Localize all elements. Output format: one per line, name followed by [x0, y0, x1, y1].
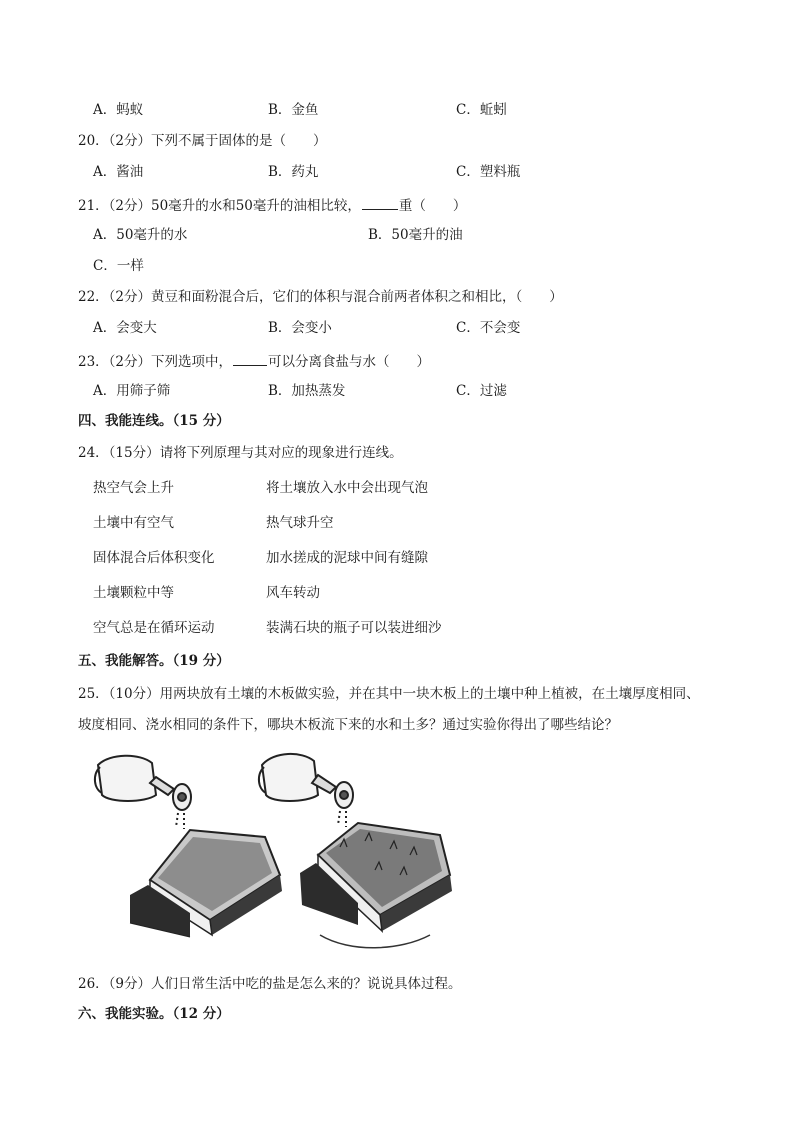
q23-stem-after: 可以分离食盐与水（ ） — [268, 354, 431, 370]
q25-line-1: 25．（10分）用两块放有土壤的木板做实验，并在其中一块木板上的土壤中种上植被，在土壤厚度相同、 — [78, 686, 700, 702]
q23-option-a: A．用筛子筛 — [93, 383, 171, 399]
q20-option-b: B．药丸 — [268, 164, 319, 180]
q22-option-b: B．会变小 — [268, 320, 332, 336]
q22-option-a: A．会变大 — [93, 320, 157, 336]
q24-left-item[interactable]: 土壤中有空气 — [93, 515, 174, 531]
section-4-title: 四、我能连线。（15 分） — [78, 413, 230, 429]
vegetated-soil-board-right — [300, 823, 452, 948]
q24-right-item[interactable]: 热气球升空 — [266, 515, 334, 531]
section-5-title: 五、我能解答。（19 分） — [78, 653, 230, 669]
q25-line-2: 坡度相同、浇水相同的条件下，哪块木板流下来的水和土多？通过实验你得出了哪些结论？ — [78, 717, 618, 733]
q24-left-item[interactable]: 热空气会上升 — [93, 480, 174, 496]
q23-stem — [78, 351, 430, 371]
q21-stem — [78, 195, 466, 215]
soil-erosion-experiment-illustration — [90, 745, 460, 960]
q19-option-c: C．蚯蚓 — [456, 102, 507, 118]
q20-option-c: C．塑料瓶 — [456, 164, 521, 180]
q23-stem-before: 23．（2分）下列选项中， — [78, 354, 233, 370]
q21-option-a: A．50毫升的水 — [93, 227, 188, 243]
q19-option-b: B．金鱼 — [268, 102, 319, 118]
q24-left-item[interactable]: 空气总是在循环运动 — [93, 620, 215, 636]
q26-stem: 26．（9分）人们日常生活中吃的盐是怎么来的？说说具体过程。 — [78, 976, 462, 992]
q21-stem-after: 重（ ） — [398, 198, 467, 214]
q22-option-c: C．不会变 — [456, 320, 521, 336]
q23-option-b: B．加热蒸发 — [268, 383, 346, 399]
q21-stem-before: 21．（2分）50毫升的水和50毫升的油相比较， — [78, 198, 361, 214]
q23-option-c: C．过滤 — [456, 383, 507, 399]
q22-stem: 22．（2分）黄豆和面粉混合后，它们的体积与混合前两者体积之和相比，（ ） — [78, 289, 563, 305]
q20-option-a: A．酱油 — [93, 164, 144, 180]
q24-right-item[interactable]: 将土壤放入水中会出现气泡 — [266, 480, 428, 496]
soil-board-left — [130, 830, 282, 937]
q20-stem: 20．（2分）下列不属于固体的是（ ） — [78, 133, 327, 149]
q21-option-c: C．一样 — [93, 258, 144, 274]
watering-can-left — [95, 756, 191, 829]
watering-can-right — [259, 754, 353, 827]
q24-right-item[interactable]: 加水搓成的泥球中间有缝隙 — [266, 550, 428, 566]
q21-option-b: B．50毫升的油 — [368, 227, 463, 243]
q24-right-item[interactable]: 风车转动 — [266, 585, 320, 601]
q23-answer-blank[interactable] — [233, 351, 267, 366]
q24-left-item[interactable]: 固体混合后体积变化 — [93, 550, 215, 566]
q24-right-item[interactable]: 装满石块的瓶子可以装进细沙 — [266, 620, 442, 636]
q21-answer-blank[interactable] — [362, 195, 398, 210]
q24-left-item[interactable]: 土壤颗粒中等 — [93, 585, 174, 601]
q19-option-a: A．蚂蚁 — [93, 102, 144, 118]
q24-stem: 24．（15分）请将下列原理与其对应的现象进行连线。 — [78, 445, 403, 461]
section-6-title: 六、我能实验。（12 分） — [78, 1006, 230, 1022]
